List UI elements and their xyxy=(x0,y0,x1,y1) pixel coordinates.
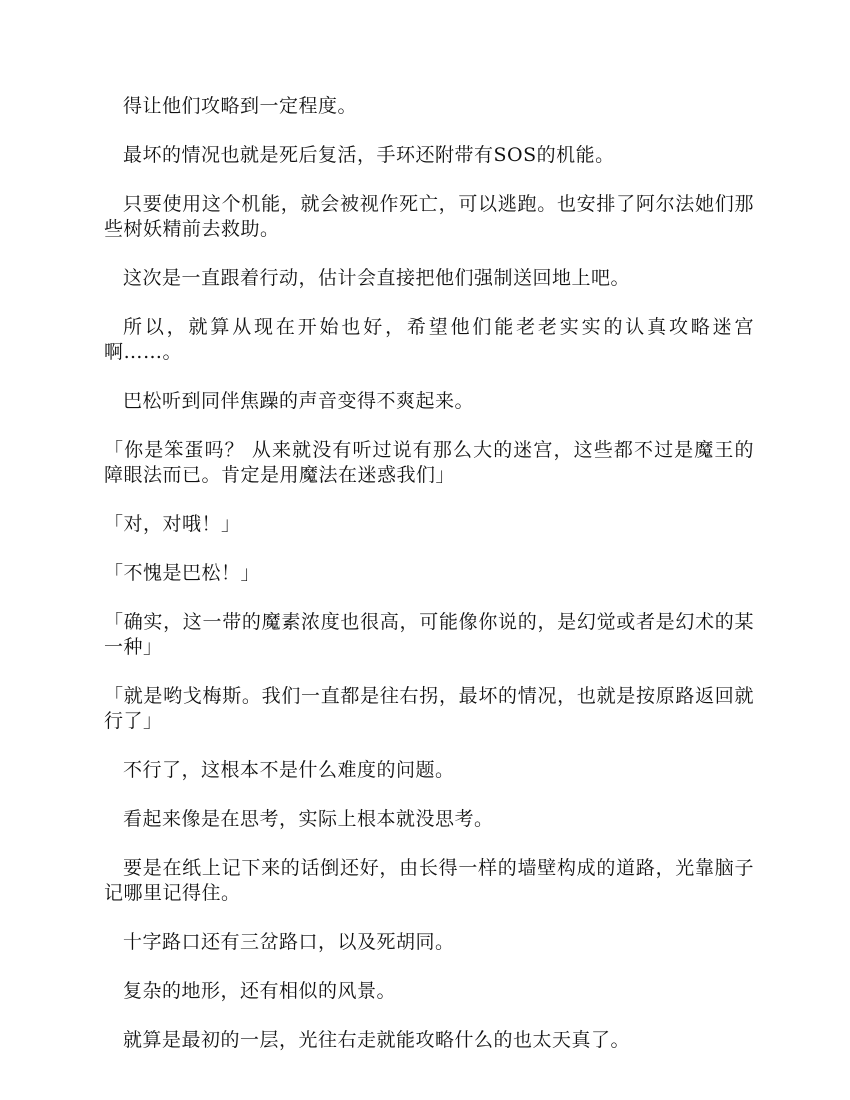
paragraph: 巴松听到同伴焦躁的声音变得不爽起来。 xyxy=(123,390,475,412)
paragraph: 复杂的地形，还有相似的风景。 xyxy=(123,980,397,1002)
paragraph: 要是在纸上记下来的话倒还好，由长得一样的墙壁构成的道路，光靠脑子记哪里记得住。 xyxy=(104,857,754,904)
dialogue-paragraph: 「对，对哦！」 xyxy=(104,513,241,535)
paragraph: 得让他们攻略到一定程度。 xyxy=(123,95,358,117)
dialogue-paragraph: 「不愧是巴松！」 xyxy=(104,562,261,584)
paragraph: 不行了，这根本不是什么难度的问题。 xyxy=(123,759,455,781)
paragraph: 十字路口还有三岔路口，以及死胡同。 xyxy=(123,931,455,953)
dialogue-paragraph: 「确实，这一带的魔素浓度也很高，可能像你说的，是幻觉或者是幻术的某一种」 xyxy=(104,611,754,658)
dialogue-paragraph: 「就是哟戈梅斯。我们一直都是往右拐，最坏的情况，也就是按原路返回就行了」 xyxy=(104,685,754,732)
dialogue-paragraph: 「你是笨蛋吗？ 从来就没有听过说有那么大的迷宫，这些都不过是魔王的障眼法而已。肯定是用魔法在迷惑我们」 xyxy=(104,439,754,486)
paragraph: 看起来像是在思考，实际上根本就没思考。 xyxy=(123,808,494,830)
paragraph: 这次是一直跟着行动，估计会直接把他们强制送回地上吧。 xyxy=(123,267,631,289)
paragraph: 就算是最初的一层，光往右走就能攻略什么的也太天真了。 xyxy=(123,1029,631,1051)
document-body xyxy=(104,94,754,1077)
paragraph: 最坏的情况也就是死后复活，手环还附带有SOS的机能。 xyxy=(123,144,615,166)
paragraph: 只要使用这个机能，就会被视作死亡，可以逃跑。也安排了阿尔法她们那些树妖精前去救助。 xyxy=(104,193,754,240)
paragraph: 所以，就算从现在开始也好，希望他们能老老实实的认真攻略迷宫啊……。 xyxy=(104,316,754,363)
